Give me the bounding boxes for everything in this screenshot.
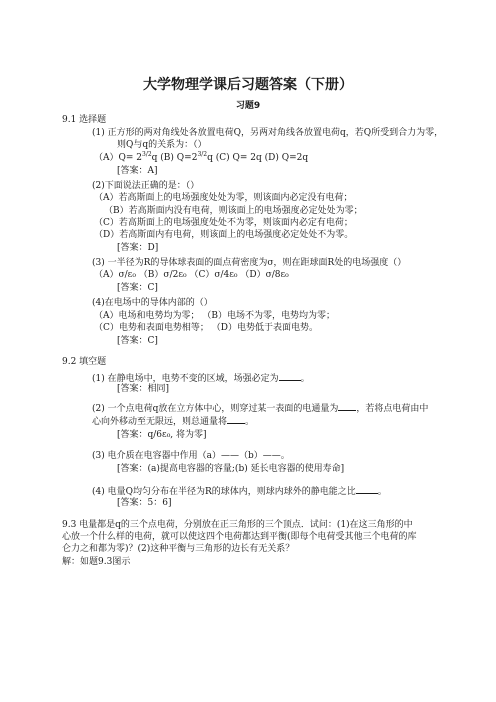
problem-9-3-line2: 心放一个什么样的电荷，就可以使这四个电荷都达到平衡(即每个电荷受其他三个电荷的库 [62, 532, 417, 542]
q1-opt-a-exp: 3/2 [142, 151, 152, 158]
q4-answer: [答案：C] [117, 336, 158, 346]
fill-q4-line1 [92, 485, 387, 498]
fill-q2-line2 [92, 415, 254, 428]
q1-line2: 则Q与q的关系为：（） [117, 140, 207, 150]
problem-9-3-line1: 9.3 电量都是q的三个点电荷，分别放在正三角形的三个顶点．试问：(1)在这三角形的中 [62, 520, 413, 530]
q1-answer: [答案：A] [117, 166, 158, 176]
q4-opt-cd: （C）电势和表面电势相等； （D）电势低于表面电势。 [94, 323, 318, 333]
fill-q2-blank-1 [338, 402, 356, 411]
q1-opt-b: q (B) Q=2 [151, 153, 198, 163]
q2-opt-c: （C）若高斯面上的电场强度处处不为零，则该面内必定有电荷； [94, 218, 353, 228]
fill-q2-text-d: 。 [245, 417, 255, 427]
fill-q3-answer: [答案：(a)提高电容器的容量;(b) 延长电容器的使用寿命] [117, 464, 345, 474]
q3-options: （A）σ/ε₀ （B）σ/2ε₀ （C）σ/4ε₀ （D）σ/8ε₀ [94, 270, 289, 280]
fill-q2-text-a: (2) 一个点电荷q放在立方体中心，则穿过某一表面的电通量为 [92, 404, 339, 414]
fill-q4-end: 。 [377, 487, 387, 497]
q1-opt-a: （A）Q= 2 [94, 153, 143, 163]
q2-answer: [答案：D] [117, 243, 159, 253]
fill-q2-text-c: 心向外移动至无限远，则总通量将 [92, 417, 228, 427]
q4-opt-ab: （A）电场和电势均为零； （B）电场不为零，电势均为零； [94, 311, 335, 321]
fill-q4-answer: [答案：5：6] [117, 498, 172, 508]
q1-opt-cd: q (C) Q= 2q (D) Q=2q [207, 153, 309, 163]
section-heading-9-1: 9.1 选择题 [62, 115, 107, 125]
fill-q2-blank-2 [227, 415, 245, 424]
fill-q1-answer: [答案：相同] [117, 384, 170, 394]
q3-answer: [答案：C] [117, 283, 158, 293]
fill-q2-line1 [92, 402, 428, 415]
q1-line1: (1) 正方形的两对角线处各放置电荷Q，另两对角线各放置电荷q，若Q所受到合力为零， [92, 128, 444, 138]
q1-opt-b-exp: 3/2 [197, 151, 208, 158]
fill-q1-end: 。 [300, 374, 310, 384]
fill-q1-blank [279, 372, 301, 381]
fill-q2-answer: [答案：q/6ε₀, 将为零] [117, 430, 207, 440]
fill-q1-text: (1) 在静电场中，电势不变的区域，场强必定为 [92, 374, 279, 384]
q2-opt-b: （B）若高斯面内没有电荷，则该面上的电场强度必定处处为零； [104, 206, 363, 216]
section-heading-9-2: 9.2 填空题 [62, 357, 107, 367]
fill-q4-blank [356, 485, 378, 494]
q4-line1: (4)在电场中的导体内部的（） [92, 298, 213, 308]
fill-q4-text: (4) 电量Q均匀分布在半径为R的球体内，则球内球外的静电能之比 [92, 487, 356, 497]
q2-opt-a: （A）若高斯面上的电场强度处处为零，则该面内必定没有电荷； [94, 193, 353, 203]
q1-options [94, 153, 308, 164]
q2-line1: (2)下面说法正确的是：（） [92, 181, 200, 191]
q3-line1: (3) 一半径为R的导体球表面的面点荷密度为σ，则在距球面R处的电场强度（） [92, 258, 407, 268]
q2-opt-d: （D）若高斯面内有电荷，则该面上的电场强度必定处处不为零。 [94, 230, 354, 240]
fill-q2-text-b: ，若将点电荷由中 [356, 404, 429, 414]
problem-9-3-line3: 仑力之和都为零)？(2)这种平衡与三角形的边长有无关系？ [62, 544, 295, 554]
problem-9-3-solution: 解：如题9.3图示 [62, 557, 131, 567]
fill-q3-line1: (3) 电介质在电容器中作用（a）——（b）——。 [92, 451, 290, 461]
page-title: 大学物理学课后习题答案（下册） [143, 77, 353, 93]
chapter-heading: 习题9 [235, 101, 261, 111]
